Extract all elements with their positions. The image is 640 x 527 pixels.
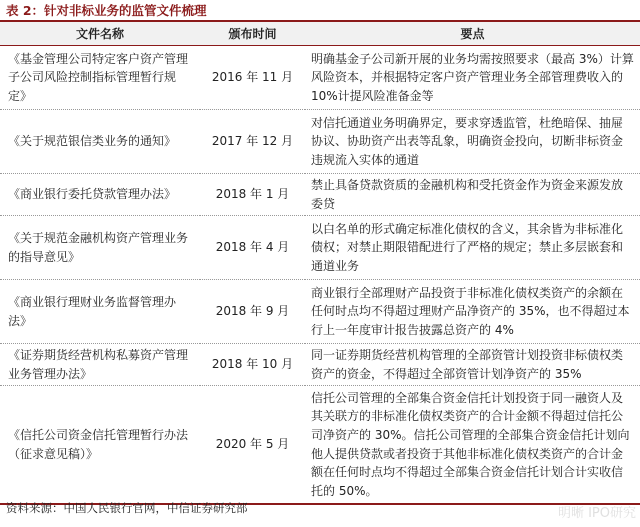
- table-row: [0, 280, 640, 344]
- table-row: [0, 386, 640, 504]
- key-point-cell: 以白名单的形式确定标准化债权的含义，其余皆为非标准化债权；对禁止期限错配进行了严格的规定；禁止多层嵌套和通道业务: [305, 216, 640, 280]
- file-name-cell: 《证券期货经营机构私募资产管理业务管理办法》: [0, 344, 200, 386]
- header-file-name: 文件名称: [0, 21, 200, 46]
- issue-date-cell: 2020 年 5 月: [200, 386, 305, 504]
- table-row: [0, 110, 640, 174]
- table-title: 表 2：针对非标业务的监管文件梳理: [6, 3, 207, 18]
- issue-date-cell: 2018 年 1 月: [200, 174, 305, 216]
- key-point-cell: 信托公司管理的全部集合资金信托计划投资于同一融资人及其关联方的非标准化债权类资产的合计金额不得超过信托公司净资产的 30%。信托公司管理的全部集合资金信托计划向他人提供贷款或者投资于其他非标准化债权类资产的合计金额在任何时点均不得超过全部集合资金信托计划合计实收信托的 50%。: [305, 386, 640, 504]
- key-point-cell: 同一证券期货经营机构管理的全部资管计划投资非标债权类资产的资金，不得超过全部资管计划净资产的 35%: [305, 344, 640, 386]
- key-point-cell: 明确基金子公司新开展的业务均需按照要求（最高 3%）计算风险资本，并根据特定客户资产管理业务全部管理费收入的 10%计提风险准备金等: [305, 46, 640, 110]
- header-issue-date: 颁布时间: [200, 21, 305, 46]
- file-name-cell: 《基金管理公司特定客户资产管理子公司风险控制指标管理暂行规定》: [0, 46, 200, 110]
- table-header-row: [0, 21, 640, 46]
- key-point-cell: 对信托通道业务明确界定，要求穿透监管，杜绝暗保、抽屉协议、协助资产出表等乱象，明确资金投向，切断非标资金违规流入实体的通道: [305, 110, 640, 174]
- source-note: 资料来源：中国人民银行官网，中信证券研究部: [6, 501, 248, 515]
- watermark: 明晰 IPO研究: [557, 506, 636, 521]
- issue-date-cell: 2016 年 11 月: [200, 46, 305, 110]
- file-name-cell: 《关于规范银信类业务的通知》: [0, 110, 200, 174]
- file-name-cell: 《商业银行委托贷款管理办法》: [0, 174, 200, 216]
- table-row: [0, 46, 640, 110]
- issue-date-cell: 2017 年 12 月: [200, 110, 305, 174]
- file-name-cell: 《关于规范金融机构资产管理业务的指导意见》: [0, 216, 200, 280]
- file-name-cell: 《商业银行理财业务监督管理办法》: [0, 280, 200, 344]
- table-row: [0, 344, 640, 386]
- issue-date-cell: 2018 年 4 月: [200, 216, 305, 280]
- key-point-cell: 商业银行全部理财产品投资于非标准化债权类资产的余额在任何时点均不得超过理财产品净资产的 35%，也不得超过本行上一年度审计报告披露总资产的 4%: [305, 280, 640, 344]
- table-row: [0, 174, 640, 216]
- regulation-table: [0, 20, 640, 505]
- issue-date-cell: 2018 年 10 月: [200, 344, 305, 386]
- issue-date-cell: 2018 年 9 月: [200, 280, 305, 344]
- file-name-cell: 《信托公司资金信托管理暂行办法（征求意见稿）》: [0, 386, 200, 504]
- key-point-cell: 禁止具备贷款资质的金融机构和受托资金作为资金来源发放委贷: [305, 174, 640, 216]
- table-row: [0, 216, 640, 280]
- header-key-points: 要点: [305, 21, 640, 46]
